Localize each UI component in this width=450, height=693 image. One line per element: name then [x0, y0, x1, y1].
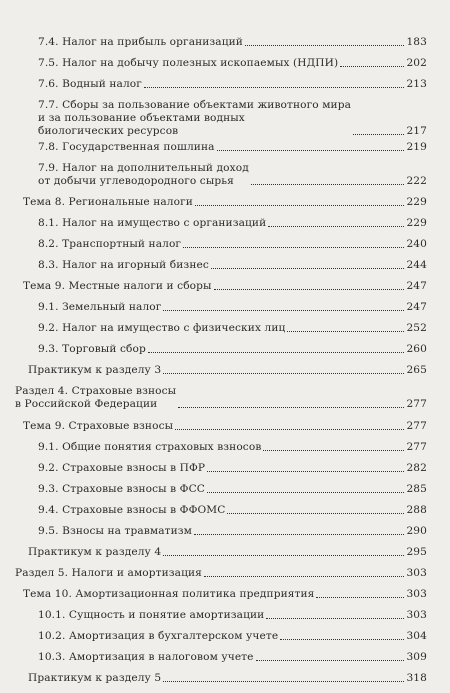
dot-leader	[266, 618, 404, 619]
toc-entry	[28, 364, 427, 377]
toc-entry-page: 217	[406, 125, 427, 137]
dot-leader	[263, 450, 404, 451]
toc-entry-page: 303	[406, 567, 427, 579]
toc-entry	[38, 609, 427, 622]
toc-entry-title: Тема 10. Амортизационная политика предприятия	[23, 588, 315, 600]
toc-entry-page: 252	[406, 322, 427, 334]
dot-leader	[214, 289, 405, 290]
toc-entry-title: Тема 9. Страховые взносы	[23, 420, 174, 432]
dot-leader	[256, 660, 405, 661]
dot-leader	[340, 66, 404, 67]
dot-leader	[163, 555, 404, 556]
toc-entry	[15, 567, 427, 580]
dot-leader	[195, 205, 405, 206]
toc-entry	[38, 99, 427, 138]
dot-leader	[316, 597, 404, 598]
toc-entry-title: 7.6. Водный налог	[38, 78, 142, 90]
dot-leader	[207, 471, 404, 472]
toc-entry-page: 309	[406, 651, 427, 663]
toc-entry-page: 303	[406, 588, 427, 600]
toc-entry	[38, 483, 427, 496]
toc-entry	[23, 588, 427, 601]
toc-entry-page: 229	[406, 196, 427, 208]
toc-entry-page: 202	[406, 57, 427, 69]
toc-entry	[15, 385, 427, 411]
dot-leader	[245, 45, 405, 46]
toc-entry-page: 229	[406, 217, 427, 229]
dot-leader	[211, 268, 405, 269]
toc-entry-page: 240	[406, 238, 427, 250]
dot-leader	[217, 150, 405, 151]
toc-entry-title: Раздел 4. Страховые взносы в Российской Федерации	[15, 385, 177, 410]
dot-leader	[207, 492, 404, 493]
dot-leader	[251, 184, 405, 185]
toc-entry	[38, 259, 427, 272]
toc-entry	[38, 343, 427, 356]
toc-entry-page: 247	[406, 280, 427, 292]
toc-entry-title: 10.2. Амортизация в бухгалтерском учете	[38, 630, 279, 642]
dot-leader	[163, 681, 404, 682]
dot-leader	[163, 373, 404, 374]
toc-entry-page: 277	[406, 441, 427, 453]
toc-entry	[38, 141, 427, 154]
toc-entry-page: 183	[406, 36, 427, 48]
toc-entry-title: 9.3. Торговый сбор	[38, 343, 146, 355]
toc-entry	[23, 196, 427, 209]
toc-entry-page: 244	[406, 259, 427, 271]
toc-entry	[38, 504, 427, 517]
toc-entry-title: 10.3. Амортизация в налоговом учете	[38, 651, 254, 663]
toc-entry-title: 9.3. Страховые взносы в ФСС	[38, 483, 205, 495]
toc-entry-title: 7.5. Налог на добычу полезных ископаемых (НДПИ)	[38, 57, 339, 69]
dot-leader	[163, 310, 404, 311]
toc-entry-title: 9.2. Налог на имущество с физических лиц	[38, 322, 286, 334]
toc-entry	[38, 441, 427, 454]
toc-entry	[28, 546, 427, 559]
toc-entry-title: 9.1. Общие понятия страховых взносов	[38, 441, 262, 453]
toc-entry	[38, 36, 427, 49]
toc-entry	[38, 162, 427, 188]
toc-entry-title: Тема 8. Региональные налоги	[23, 196, 193, 208]
toc-entry	[38, 57, 427, 70]
dot-leader	[227, 513, 404, 514]
toc-entry-title: 9.5. Взносы на травматизм	[38, 525, 192, 537]
toc-entry	[23, 280, 427, 293]
toc-entry-title: Раздел 5. Налоги и амортизация	[15, 567, 202, 579]
dot-leader	[353, 134, 404, 135]
toc-entry-page: 318	[406, 672, 427, 684]
dot-leader	[204, 576, 405, 577]
toc-entry-title: 7.7. Сборы за пользование объектами животного мира и за пользование объектами водных биологических ресурсов	[38, 99, 351, 137]
toc-entry	[28, 672, 427, 685]
toc-entry-title: 9.2. Страховые взносы в ПФР	[38, 462, 206, 474]
toc-entry-title: 7.4. Налог на прибыль организаций	[38, 36, 243, 48]
toc-entry	[38, 651, 427, 664]
toc-entry	[38, 238, 427, 251]
toc-entry-title: 7.8. Государственная пошлина	[38, 141, 215, 153]
dot-leader	[268, 226, 404, 227]
dot-leader	[194, 534, 404, 535]
toc-entry-title: Практикум к разделу 3	[28, 364, 162, 376]
toc-entry-page: 290	[406, 525, 427, 537]
toc-entry	[38, 630, 427, 643]
toc-entry-page: 213	[406, 78, 427, 90]
dot-leader	[144, 87, 405, 88]
toc-entry-title: Практикум к разделу 4	[28, 546, 162, 558]
toc-entry-page: 277	[406, 398, 427, 410]
toc-entry-page: 277	[406, 420, 427, 432]
toc-entry	[38, 525, 427, 538]
toc-entry-page: 288	[406, 504, 427, 516]
toc-entry	[23, 420, 427, 433]
toc-entry-page: 247	[406, 301, 427, 313]
toc-entry-page: 260	[406, 343, 427, 355]
toc-entry-page: 285	[406, 483, 427, 495]
dot-leader	[178, 407, 404, 408]
toc-entry-page: 295	[406, 546, 427, 558]
toc-entry-title: Практикум к разделу 5	[28, 672, 162, 684]
toc-entry-title: 8.1. Налог на имущество с организаций	[38, 217, 267, 229]
toc-entry-page: 265	[406, 364, 427, 376]
toc-entry-title: 10.1. Сущность и понятие амортизации	[38, 609, 265, 621]
toc-entry	[38, 462, 427, 475]
toc-entry	[38, 78, 427, 91]
dot-leader	[148, 352, 405, 353]
toc-entry-title: 9.1. Земельный налог	[38, 301, 162, 313]
dot-leader	[183, 247, 404, 248]
toc-entry	[38, 322, 427, 335]
dot-leader	[287, 331, 404, 332]
toc-entry-title: 9.4. Страховые взносы в ФФОМС	[38, 504, 226, 516]
toc-entry-page: 222	[406, 175, 427, 187]
dot-leader	[280, 639, 404, 640]
toc-entry-page: 303	[406, 609, 427, 621]
toc-entry-title: 8.2. Транспортный налог	[38, 238, 182, 250]
toc-entry	[38, 217, 427, 230]
toc-entry-title: 8.3. Налог на игорный бизнес	[38, 259, 209, 271]
toc-entry-page: 219	[406, 141, 427, 153]
toc-entry-page: 282	[406, 462, 427, 474]
dot-leader	[175, 429, 404, 430]
toc-entry	[38, 301, 427, 314]
toc-entry-title: Тема 9. Местные налоги и сборы	[23, 280, 212, 292]
toc-entry-title: 7.9. Налог на дополнительный доход от добычи углеводородного сырья	[38, 162, 249, 187]
toc-entry-page: 304	[406, 630, 427, 642]
